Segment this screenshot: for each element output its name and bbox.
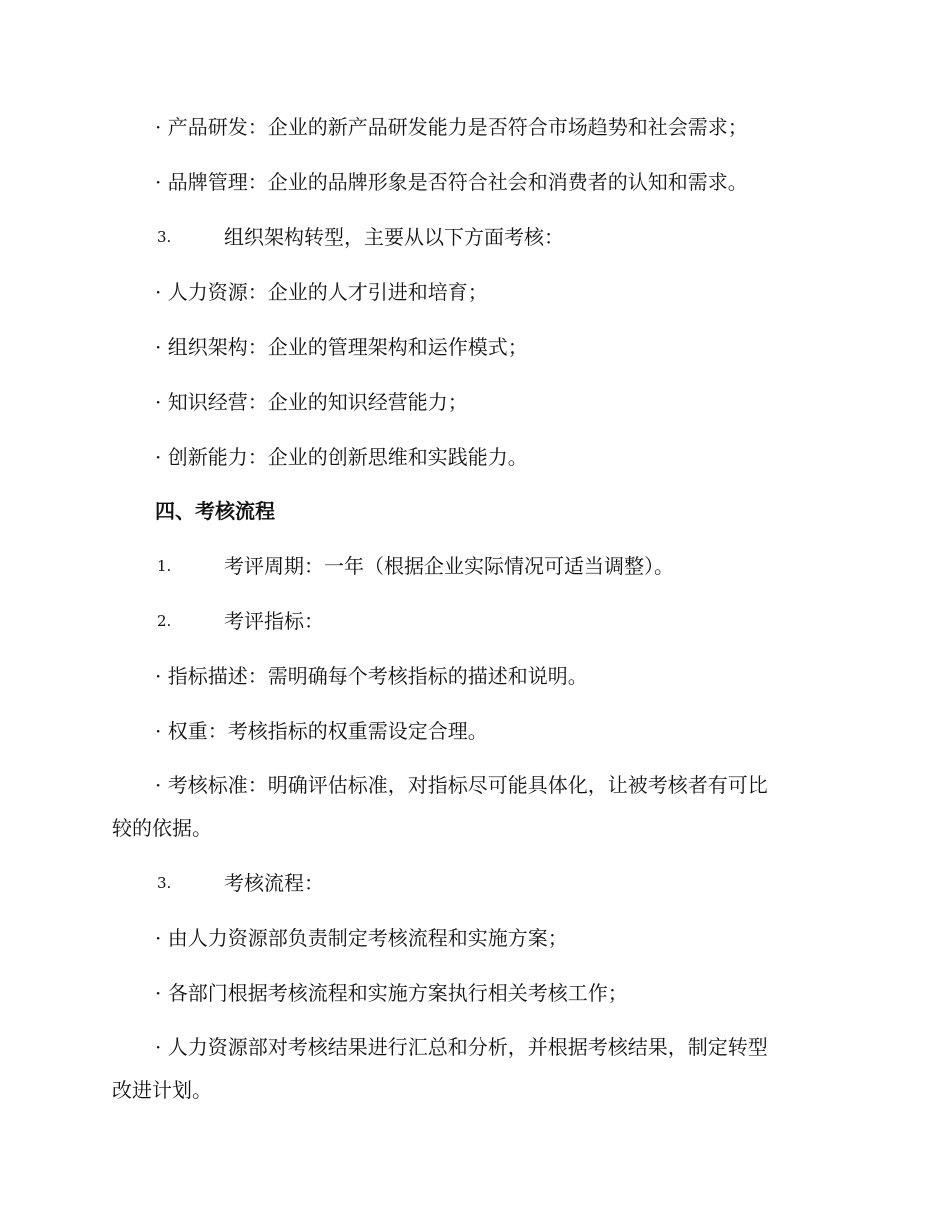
bullet-org-structure: · 组织架构：企业的管理架构和运作模式；: [155, 335, 528, 359]
list-item-review-indicators: 考评指标：: [224, 609, 324, 633]
bullet-assessment-standard-cont: 较的依据。: [112, 816, 212, 840]
bullet-hr-summarize: · 人力资源部对考核结果进行汇总和分析，并根据考核结果，制定转型: [155, 1035, 768, 1059]
section-heading: 四、考核流程: [155, 499, 275, 523]
bullet-hr-formulate: · 由人力资源部负责制定考核流程和实施方案；: [155, 926, 568, 950]
bullet-knowledge-management: · 知识经营：企业的知识经营能力；: [155, 390, 468, 414]
bullet-assessment-standard: · 考核标准：明确评估标准，对指标尽可能具体化，让被考核者有可比: [155, 773, 768, 797]
list-number-2: 2.: [157, 612, 172, 630]
list-item-org-structure: 组织架构转型，主要从以下方面考核：: [224, 225, 564, 249]
bullet-hr-summarize-cont: 改进计划。: [112, 1078, 212, 1102]
list-number-3b: 3.: [157, 874, 172, 892]
bullet-brand-management: · 品牌管理：企业的品牌形象是否符合社会和消费者的认知和需求。: [155, 170, 748, 194]
list-item-review-cycle: 考评周期：一年（根据企业实际情况可适当调整）。: [224, 554, 674, 578]
list-item-assessment-process: 考核流程：: [224, 871, 324, 895]
bullet-weight: · 权重：考核指标的权重需设定合理。: [155, 719, 488, 743]
bullet-product-rd: · 产品研发：企业的新产品研发能力是否符合市场趋势和社会需求；: [155, 115, 748, 139]
bullet-innovation: · 创新能力：企业的创新思维和实践能力。: [155, 445, 528, 469]
list-number-3: 3.: [157, 228, 172, 246]
bullet-departments-execute: · 各部门根据考核流程和实施方案执行相关考核工作；: [155, 981, 628, 1005]
bullet-indicator-description: · 指标描述：需明确每个考核指标的描述和说明。: [155, 664, 588, 688]
bullet-human-resources: · 人力资源：企业的人才引进和培育；: [155, 280, 488, 304]
list-number-1: 1.: [157, 557, 172, 575]
